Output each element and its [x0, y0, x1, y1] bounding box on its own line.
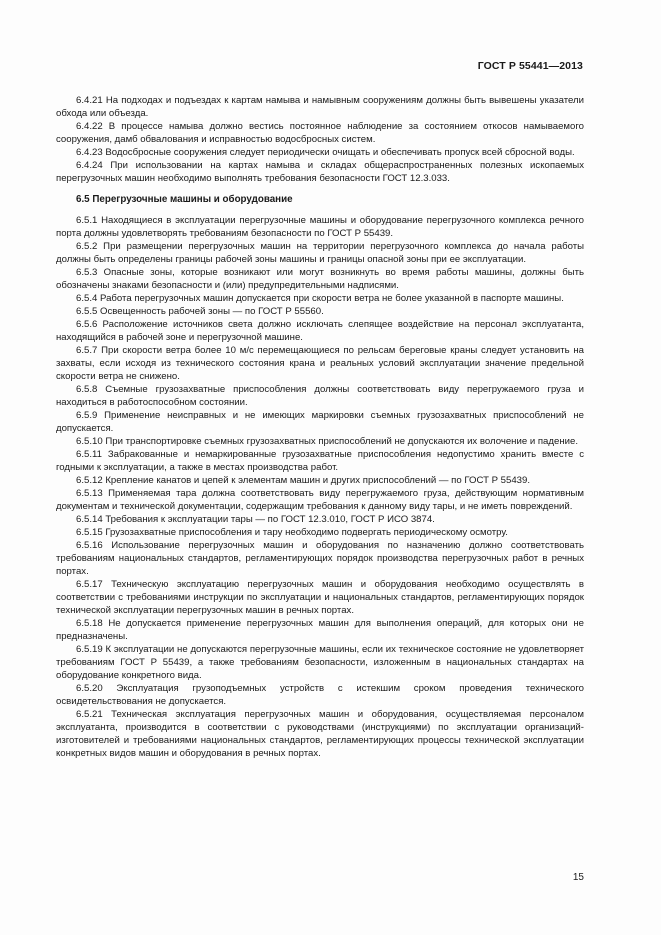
paragraph-6-4-21: 6.4.21 На подходах и подъездах к картам намыва и намывным сооружениям должны быть вывешены указатели обхода или объезда.	[56, 95, 584, 119]
paragraph-6-5-8: 6.5.8 Съемные грузозахватные приспособления должны соответствовать виду перегружаемого груза и находиться в работоспособном состоянии.	[56, 384, 584, 408]
paragraph-6-5-14: 6.5.14 Требования к эксплуатации тары — по ГОСТ 12.3.010, ГОСТ Р ИСО 3874.	[76, 514, 435, 525]
paragraph-6-5-4: 6.5.4 Работа перегрузочных машин допускается при скорости ветра не более указанной в паспорте машины.	[76, 293, 564, 304]
paragraph-6-4-23: 6.4.23 Водосбросные сооружения следует периодически очищать и обеспечивать пропуск всей сбросной воды.	[76, 147, 575, 158]
paragraph-6-5-9: 6.5.9 Применение неисправных и не имеющих маркировки съемных грузозахватных приспособлений не допускается.	[56, 410, 584, 434]
paragraph-6-5-13: 6.5.13 Применяемая тара должна соответствовать виду перегружаемого груза, действующим нормативным документам и технической документации, содержащим требования к данному виду тары, и не иметь повреждений.	[56, 488, 584, 512]
paragraph-6-5-18: 6.5.18 Не допускается применение перегрузочных машин для выполнения операций, для которых они не предназначены.	[56, 618, 584, 642]
paragraph-6-5-3: 6.5.3 Опасные зоны, которые возникают или могут возникнуть во время работы машины, должны быть обозначены знаками безопасности и (или) предупредительными надписями.	[56, 267, 584, 291]
page-number: 15	[572, 872, 584, 883]
paragraph-6-5-1: 6.5.1 Находящиеся в эксплуатации перегрузочные машины и оборудование перегрузочного комплекса речного порта должны удовлетворять требованиям безопасности по ГОСТ Р 55439.	[56, 215, 584, 239]
section-heading: 6.5 Перегрузочные машины и оборудование	[76, 194, 293, 205]
paragraph-6-5-17: 6.5.17 Техническую эксплуатацию перегрузочных машин и оборудования необходимо осуществлять в соответствии с требованиями инструкции по эксплуатации и национальных стандартов, регламентирующих порядок технической эксплуатации перегрузочных машин в речных портах.	[56, 579, 584, 616]
paragraph-6-5-15: 6.5.15 Грузозахватные приспособления и тару необходимо подвергать периодическому осмотру.	[76, 527, 508, 538]
paragraph-6-5-21: 6.5.21 Техническая эксплуатация перегрузочных машин и оборудования, осуществляемая персоналом эксплуатанта, производится в соответствии с руководствами (инструкциями) по эксплуатации организаций-изготовителей и требованиями национальных стандартов, регламентирующих процессы технической эксплуатации конкретных видов машин и оборудования в речных портах.	[56, 709, 584, 759]
paragraph-6-5-6: 6.5.6 Расположение источников света должно исключать слепящее воздействие на персонал эксплуатанта, находящийся в рабочей зоне и перегрузочной машине.	[56, 319, 584, 343]
paragraph-6-5-12: 6.5.12 Крепление канатов и цепей к элементам машин и других приспособлений — по ГОСТ Р 55439.	[76, 475, 531, 486]
paragraph-6-5-11: 6.5.11 Забракованные и немаркированные грузозахватные приспособления недопустимо хранить вместе с годными к эксплуатации, а также в местах производства работ.	[56, 449, 584, 473]
paragraph-6-5-2: 6.5.2 При размещении перегрузочных машин на территории перегрузочного комплекса до начала работы должны быть определены границы рабочей зоны машины и границы опасной зоны при ее эксплуатации.	[56, 241, 584, 265]
paragraph-6-4-22: 6.4.22 В процессе намыва должно вестись постоянное наблюдение за состоянием откосов намываемого сооружения, дамб обвалования и исправностью водосбросных систем.	[56, 121, 584, 145]
paragraph-6-5-5: 6.5.5 Освещенность рабочей зоны — по ГОСТ Р 55560.	[76, 306, 324, 317]
paragraph-6-4-24: 6.4.24 При использовании на картах намыва и складах общераспространенных полезных ископаемых перегрузочных машин необходимо выполнять требования безопасности ГОСТ 12.3.033.	[56, 160, 584, 184]
document-code: ГОСТ Р 55441—2013	[477, 60, 583, 72]
paragraph-6-5-7: 6.5.7 При скорости ветра более 10 м/с перемещающиеся по рельсам береговые краны следует установить на захваты, если исходя из технического состояния крана и реальных условий эксплуатации значение предельной скорости ветра не снижено.	[56, 345, 584, 382]
paragraph-6-5-10: 6.5.10 При транспортировке съемных грузозахватных приспособлений не допускаются их волочение и падение.	[76, 436, 578, 447]
paragraph-6-5-19: 6.5.19 К эксплуатации не допускаются перегрузочные машины, если их техническое состояние не удовлетворяет требованиям ГОСТ Р 55439, а также требованиям безопасности, изложенным в национальных стандартах на оборудование конкретного вида.	[56, 644, 584, 681]
paragraph-6-5-16: 6.5.16 Использование перегрузочных машин и оборудования по назначению должно соответствовать требованиям национальных стандартов, регламентирующих порядок производства перегрузочных работ в речных портах.	[56, 540, 584, 577]
page-content	[56, 94, 584, 760]
paragraph-6-5-20: 6.5.20 Эксплуатация грузоподъемных устройств с истекшим сроком проведения технического освидетельствования не допускается.	[56, 683, 584, 707]
